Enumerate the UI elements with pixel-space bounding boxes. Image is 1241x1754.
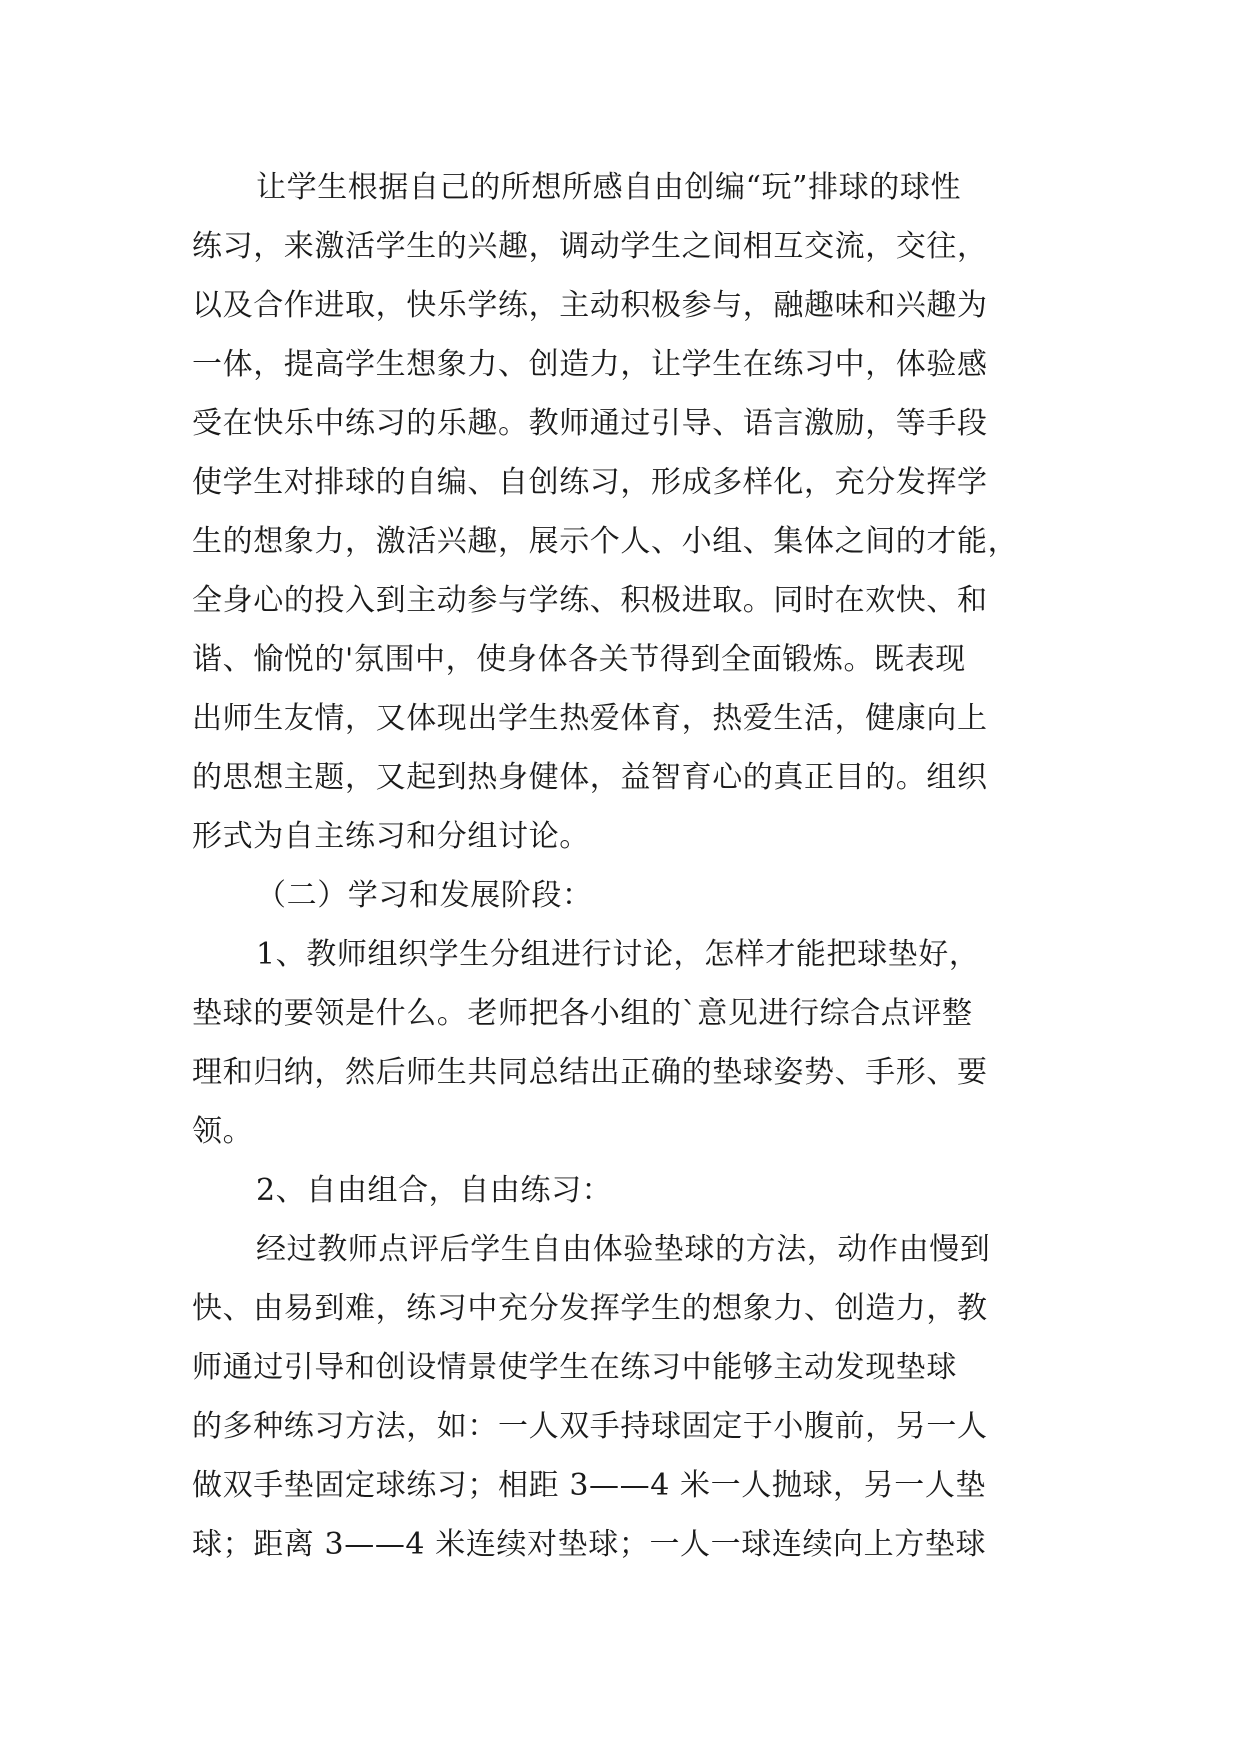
subsection-heading: 2、自由组合，自由练习： — [256, 1173, 613, 1208]
paragraph-line: 一体，提高学生想象力、创造力，让学生在练习中，体验感 — [192, 347, 988, 382]
paragraph-line: 出师生友情，又体现出学生热爱体育，热爱生活，健康向上 — [192, 701, 988, 736]
paragraph-line: 球；距离 3——4 米连续对垫球；一人一球连续向上方垫球 — [192, 1527, 987, 1562]
document-body — [192, 158, 1058, 1574]
paragraph-line: 快、由易到难，练习中充分发挥学生的想象力、创造力，教 — [192, 1291, 988, 1326]
paragraph-line: 1、教师组织学生分组进行讨论，怎样才能把球垫好， — [256, 937, 980, 972]
paragraph-line: 垫球的要领是什么。老师把各小组的`意见进行综合点评整 — [192, 996, 973, 1031]
paragraph-line: 经过教师点评后学生自由体验垫球的方法，动作由慢到 — [256, 1232, 991, 1267]
paragraph-line: 理和归纳，然后师生共同总结出正确的垫球姿势、手形、要 — [192, 1055, 988, 1090]
paragraph-line: 让学生根据自己的所想所感自由创编“玩”排球的球性 — [256, 170, 962, 205]
section-heading: （二）学习和发展阶段： — [256, 878, 593, 913]
paragraph-line: 生的想象力，激活兴趣，展示个人、小组、集体之间的才能， — [192, 524, 1019, 559]
paragraph-line: 师通过引导和创设情景使学生在练习中能够主动发现垫球 — [192, 1350, 957, 1385]
paragraph-line: 使学生对排球的自编、自创练习，形成多样化，充分发挥学 — [192, 465, 988, 500]
paragraph-line: 以及合作进取，快乐学练，主动积极参与，融趣味和兴趣为 — [192, 288, 988, 323]
paragraph-line: 练习，来激活学生的兴趣，调动学生之间相互交流，交往， — [192, 229, 988, 264]
paragraph-line: 全身心的投入到主动参与学练、积极进取。同时在欢快、和 — [192, 583, 988, 618]
paragraph-line: 领。 — [192, 1114, 254, 1149]
paragraph-line: 受在快乐中练习的乐趣。教师通过引导、语言激励，等手段 — [192, 406, 988, 441]
paragraph-line: 谐、愉悦的'氛围中，使身体各关节得到全面锻炼。既表现 — [192, 642, 966, 677]
paragraph-line: 的思想主题，又起到热身健体，益智育心的真正目的。组织 — [192, 760, 988, 795]
paragraph-line: 形式为自主练习和分组讨论。 — [192, 819, 590, 854]
paragraph-line: 的多种练习方法，如：一人双手持球固定于小腹前，另一人 — [192, 1409, 988, 1444]
paragraph-line: 做双手垫固定球练习；相距 3——4 米一人抛球，另一人垫 — [192, 1468, 987, 1503]
